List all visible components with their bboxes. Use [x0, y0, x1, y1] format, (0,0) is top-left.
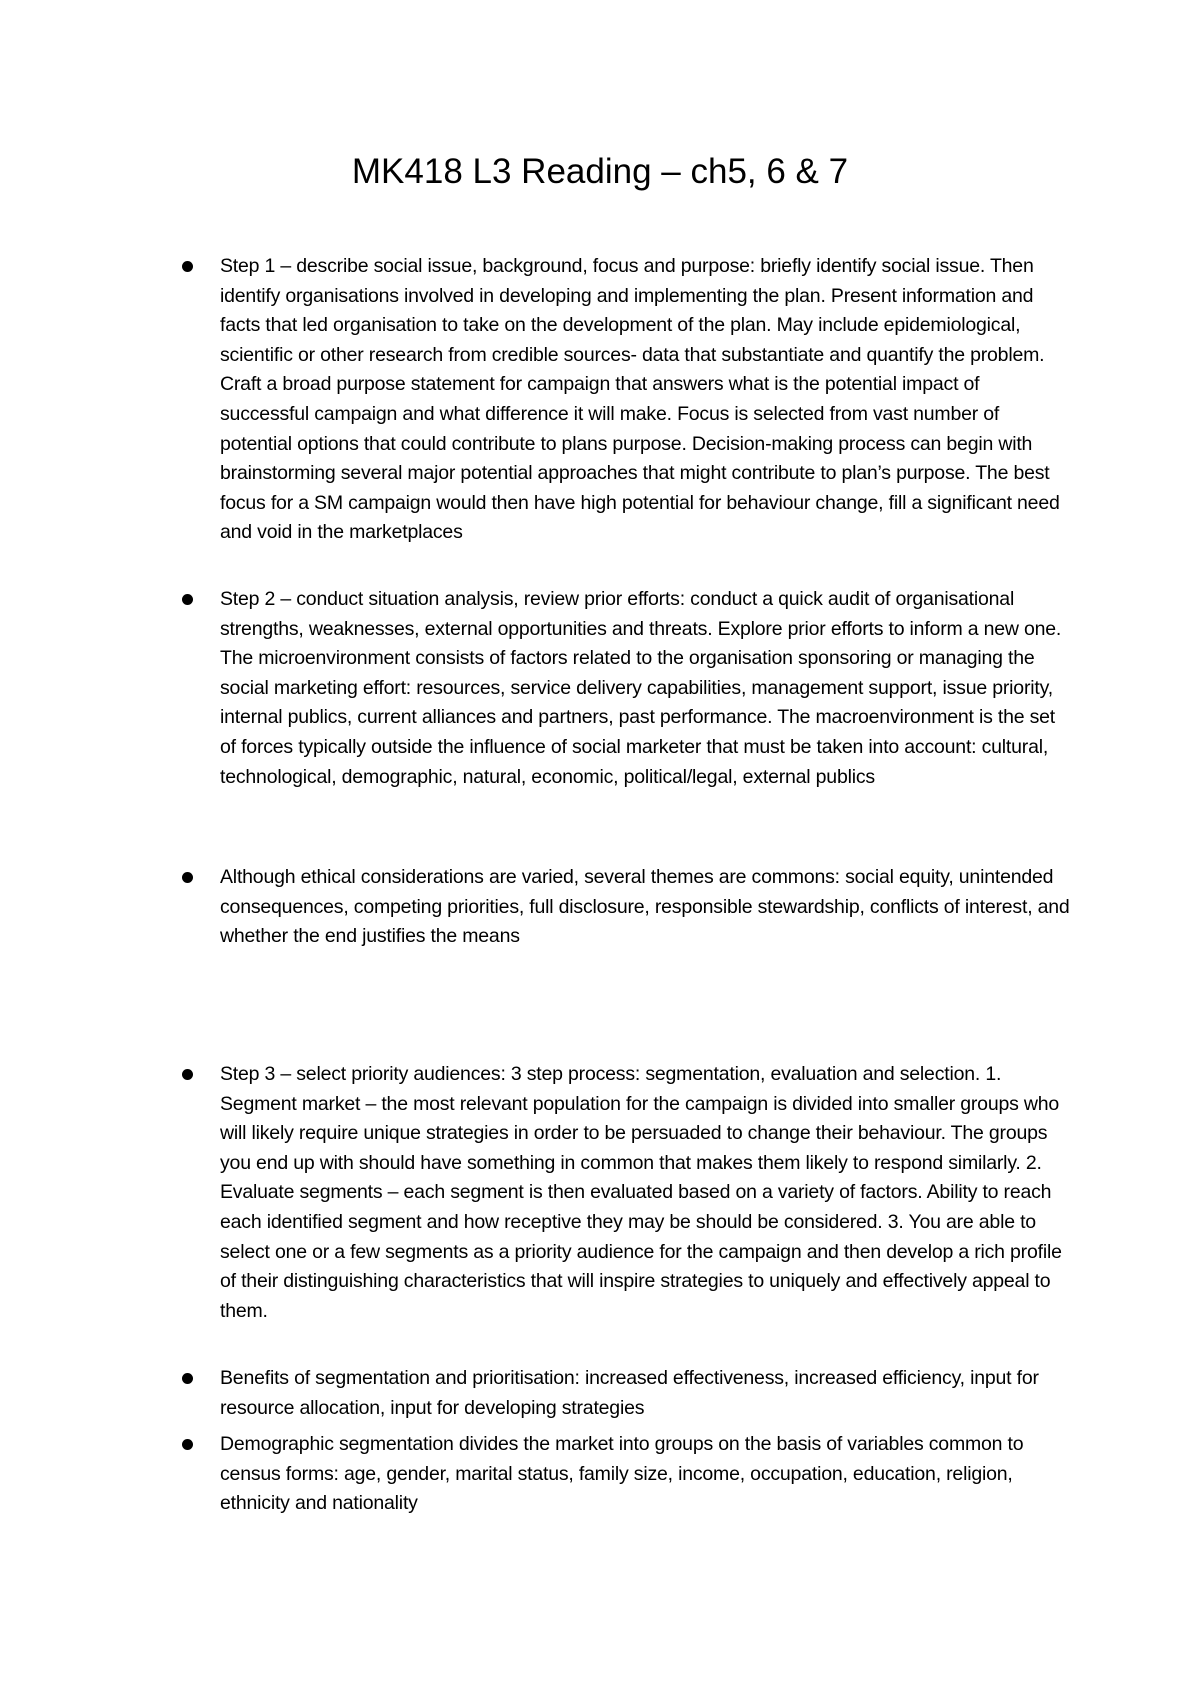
list-item-step-1 [220, 252, 1070, 548]
list-item-step-2 [220, 585, 1070, 792]
list-item-text: Step 3 – select priority audiences: 3 step process: segmentation, evaluation and selection. 1. Segment market – the most relevant population for the campaign is divided into smaller groups who will likely require unique strategies in order to be persuaded to change their behaviour. The groups you end up with should have something in common that makes them likely to respond similarly. 2. Evaluate segments – each segment is then evaluated based on a variety of factors. Ability to reach each identified segment and how receptive they may be should be considered. 3. You are able to select one or a few segments as a priority audience for the campaign and then develop a rich profile of their distinguishing characteristics that will inspire strategies to uniquely and effectively appeal to them. [220, 1063, 1062, 1322]
list-item-step-3 [220, 1060, 1070, 1326]
list-item-text: Benefits of segmentation and prioritisation: increased effectiveness, increased efficiency, input for resource allocation, input for developing strategies [220, 1367, 1039, 1419]
list-item-text: Although ethical considerations are varied, several themes are commons: social equity, unintended consequences, competing priorities, full disclosure, responsible stewardship, conflicts of interest, and whether the end justifies the means [220, 866, 1070, 948]
bullet-dot-icon [182, 1373, 193, 1384]
list-item-text: Step 2 – conduct situation analysis, review prior efforts: conduct a quick audit of organisational strengths, weaknesses, external opportunities and threats. Explore prior efforts to inform a new one. The microenvironment consists of factors related to the organisation sponsoring or managing the social marketing effort: resources, service delivery capabilities, management support, issue priority, internal publics, current alliances and partners, past performance. The macroenvironment is the set of forces typically outside the influence of social marketer that must be taken into account: cultural, technological, demographic, natural, economic, political/legal, external publics [220, 588, 1062, 788]
bullet-dot-icon [182, 1439, 193, 1450]
bullet-dot-icon [182, 1069, 193, 1080]
list-item-demographic [220, 1430, 1070, 1519]
bullet-dot-icon [182, 594, 193, 605]
list-item-text: Demographic segmentation divides the market into groups on the basis of variables common to census forms: age, gender, marital status, family size, income, occupation, education, religion, ethnicity and nationality [220, 1433, 1024, 1515]
list-item-text: Step 1 – describe social issue, background, focus and purpose: briefly identify social issue. Then identify organisations involved in developing and implementing the plan. Present information and facts that led organisation to take on the development of the plan. May include epidemiological, scientific or other research from credible sources- data that substantiate and quantify the problem. Craft a broad purpose statement for campaign that answers what is the potential impact of successful campaign and what difference it will make. Focus is selected from vast number of potential options that could contribute to plans purpose. Decision-making process can begin with brainstorming several major potential approaches that might contribute to plan’s purpose. The best focus for a SM campaign would then have high potential for behaviour change, fill a significant need and void in the marketplaces [220, 255, 1060, 544]
document-title: MK418 L3 Reading – ch5, 6 & 7 [351, 152, 849, 191]
list-item-benefits [220, 1364, 1070, 1423]
bullet-dot-icon [182, 872, 193, 883]
list-item-ethics [220, 863, 1070, 952]
bullet-dot-icon [182, 261, 193, 272]
